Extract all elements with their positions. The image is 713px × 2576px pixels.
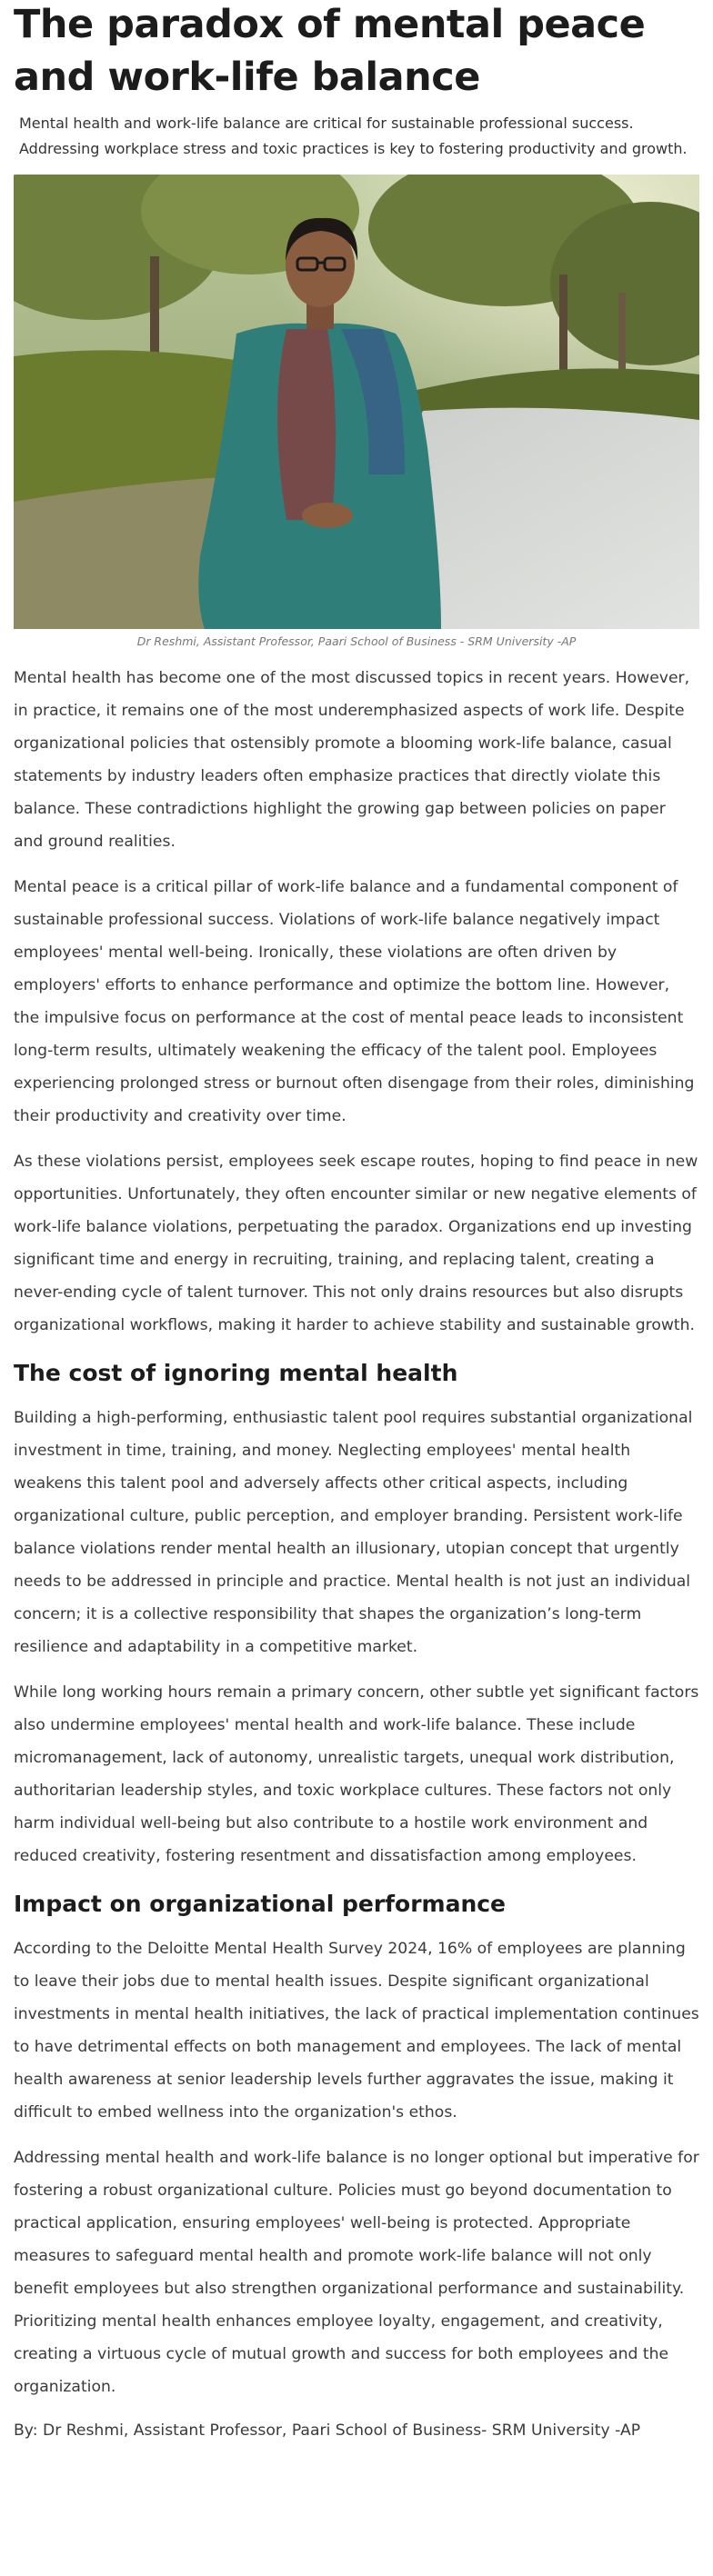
article-standfirst: Mental health and work-life balance are critical for sustainable professional success. Addressing workplace stress and toxic practices is key to fostering productivity and growth. <box>19 115 688 157</box>
author-byline: By: Dr Reshmi, Assistant Professor, Paari School of Business- SRM University -AP <box>14 2421 641 2440</box>
paragraph: Mental health has become one of the most discussed topics in recent years. However, in practice, it remains one of the most underemphasized aspects of work life. Despite organizational policies that ostensibly promote a blooming work-life balance, casual statements by industry leaders often emphasize practices that directly violate this balance. These contradictions highlight the growing gap between policies on paper and ground realities. <box>14 669 690 851</box>
section-heading: Impact on organizational performance <box>14 1891 507 1917</box>
paragraph: Addressing mental health and work-life balance is no longer optional but imperative for fostering a robust organizational culture. Policies must go beyond documentation to practical application, ensuring employees' well-being is protected. Appropriate measures to safeguard mental health and promote work-life balance will not only benefit employees but also strengthen organizational performance and sustainability. Prioritizing mental health enhances employee loyalty, engagement, and creativity, creating a virtuous cycle of mutual growth and success for both employees and the organization. <box>14 2149 699 2396</box>
article-body <box>14 662 699 2447</box>
paragraph: According to the Deloitte Mental Health Survey 2024, 16% of employees are planning to leave their jobs due to mental health issues. Despite significant organizational investments in mental health initiatives, the lack of practical implementation continues to have detrimental effects on both management and employees. The lack of mental health awareness at senior leadership levels further aggravates the issue, making it difficult to embed wellness into the organization's ethos. <box>14 1940 699 2122</box>
section-heading: The cost of ignoring mental health <box>14 1360 458 1386</box>
paragraph: Mental peace is a critical pillar of work-life balance and a fundamental component of sustainable professional success. Violations of work-life balance negatively impact employees' mental well-being. Ironically, these violations are often driven by employers' efforts to enhance performance and optimize the bottom line. However, the impulsive focus on performance at the cost of mental peace leads to inconsistent long-term results, ultimately weakening the efficacy of the talent pool. Employees experiencing prolonged stress or burnout often disengage from their roles, diminishing their productivity and creativity over time. <box>14 878 695 1125</box>
image-caption: Dr Reshmi, Assistant Professor, Paari School of Business - SRM University -AP <box>136 634 577 648</box>
paragraph: Building a high-performing, enthusiastic talent pool requires substantial organizational investment in time, training, and money. Neglecting employees' mental health weakens this talent pool and adversely affects other critical aspects, including organizational culture, public perception, and employer branding. Persistent work-life balance violations render mental health an illusionary, utopian concept that urgently needs to be addressed in principle and practice. Mental health is not just an individual concern; it is a collective responsibility that shapes the organization’s long-term resilience and adaptability in a competitive market. <box>14 1409 693 1656</box>
paragraph: As these violations persist, employees seek escape routes, hoping to find peace in new opportunities. Unfortunately, they often encounter similar or new negative elements of work-life balance violations, perpetuating the paradox. Organizations end up investing significant time and energy in recruiting, training, and replacing talent, creating a never-ending cycle of talent turnover. This not only drains resources but also disrupts organizational workflows, making it harder to achieve stability and sustainable growth. <box>14 1153 698 1334</box>
article-title: The paradox of mental peace and work-life balance <box>14 2 646 100</box>
paragraph: While long working hours remain a primary concern, other subtle yet significant factors also undermine employees' mental health and work-life balance. These include micromanagement, lack of autonomy, unrealistic targets, unequal work distribution, authoritarian leadership styles, and toxic workplace cultures. These factors not only harm individual well-being but also contribute to a hostile work environment and reduced creativity, fostering resentment and dissatisfaction among employees. <box>14 1683 699 1865</box>
article-hero-photo <box>14 175 699 629</box>
